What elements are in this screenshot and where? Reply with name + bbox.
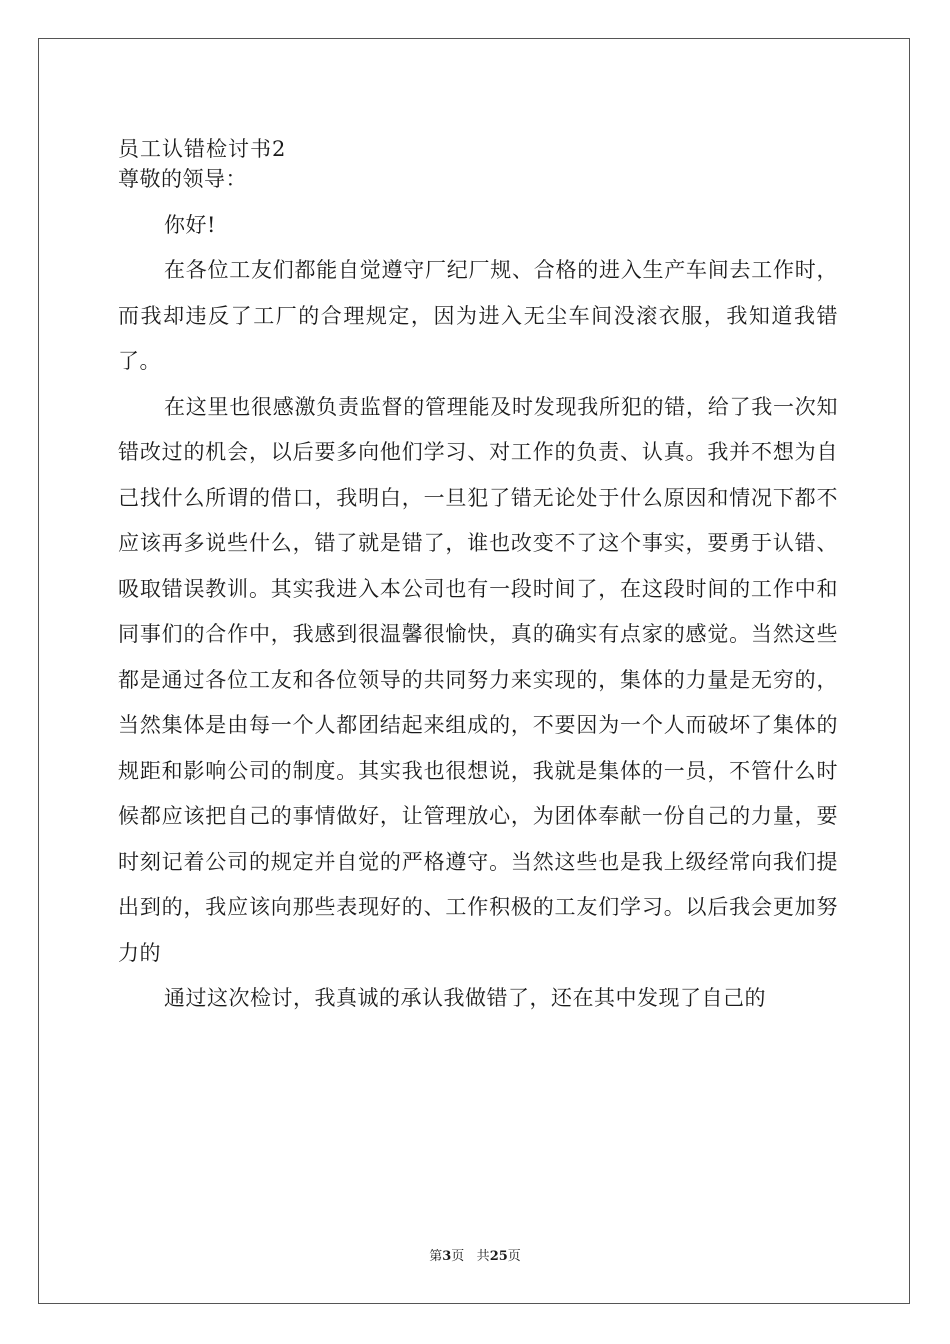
paragraph-3: 通过这次检讨，我真诚的承认我做错了，还在其中发现了自己的	[164, 986, 766, 1010]
paragraph-1: 在各位工友们都能自觉遵守厂纪厂规、合格的进入生产车间去工作时，而我却违反了工厂的合理规定，因为进入无尘车间没滚衣服，我知道我错了。	[118, 258, 838, 373]
salutation: 尊敬的领导：	[118, 167, 247, 191]
document-body	[118, 157, 838, 1022]
greeting: 你好!	[164, 212, 216, 237]
document-title: 员工认错检讨书2	[118, 137, 287, 161]
page-prefix: 第	[429, 1249, 443, 1264]
total-suffix: 页	[507, 1249, 521, 1264]
total-page-count: 25	[489, 1249, 508, 1264]
total-prefix: 共	[476, 1249, 490, 1264]
current-page-number: 3	[442, 1249, 452, 1264]
page-footer	[0, 1248, 950, 1266]
paragraph-2: 在这里也很感激负责监督的管理能及时发现我所犯的错，给了我一次知错改过的机会，以后要多向他们学习、对工作的负责、认真。我并不想为自己找什么所谓的借口，我明白，一旦犯了错无论处于什么原因和情况下都不应该再多说些什么，错了就是错了，谁也改变不了这个事实，要勇于认错、吸取错误教训。其实我进入本公司也有一段时间了，在这段时间的工作中和同事们的合作中，我感到很温馨很愉快，真的确实有点家的感觉。当然这些都是通过各位工友和各位领导的共同努力来实现的，集体的力量是无穷的，当然集体是由每一个人都团结起来组成的，不要因为一个人而破坏了集体的规距和影响公司的制度。其实我也很想说，我就是集体的一员，不管什么时候都应该把自己的事情做好，让管理放心，为团体奉献一份自己的力量，要时刻记着公司的规定并自觉的严格遵守。当然这些也是我上级经常向我们提出到的，我应该向那些表现好的、工作积极的工友们学习。以后我会更加努力的	[118, 394, 838, 965]
page-suffix: 页	[451, 1249, 465, 1264]
